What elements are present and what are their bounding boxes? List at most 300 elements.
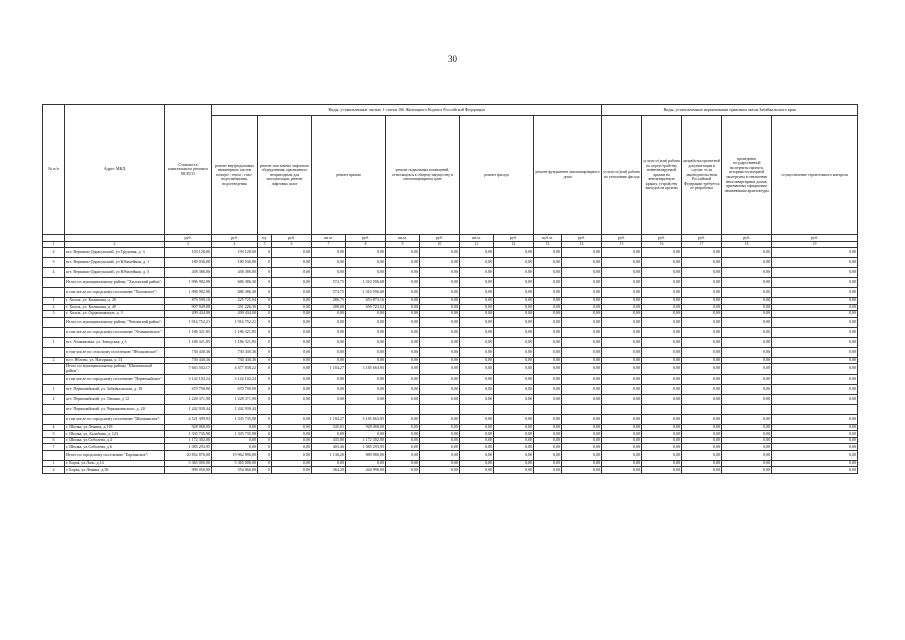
row-value-cell <box>272 404 312 414</box>
row-value-cell: 0,00 <box>722 337 772 347</box>
table-row <box>43 384 858 394</box>
row-value-cell: 0,00 <box>494 450 534 460</box>
row-value-cell: 0,00 <box>602 258 642 268</box>
row-value-cell: 0,00 <box>386 288 420 298</box>
row-address: г. Хилок, ул. Орджоникидзе, д. 3 <box>65 311 165 318</box>
col-basement-header: ремонт подвальных помещений, относящихся к общему имуществу в многоквартирном доме <box>386 116 460 235</box>
row-value-cell: 1 085 293,95 <box>346 444 386 451</box>
row-value-cell: 0 <box>258 248 272 258</box>
row-value-cell: 1 085 293,95 <box>165 444 212 451</box>
row-value-cell: 0,00 <box>682 431 722 438</box>
row-address: г. Хилок, ул. Калинина, д. 49 <box>65 304 165 311</box>
row-value-cell: 5 365 000,00 <box>212 460 258 467</box>
row-value-cell: 286,75 <box>312 298 346 305</box>
row-value-cell: 0,00 <box>682 437 722 444</box>
row-value-cell: 0,00 <box>682 467 722 474</box>
col-lift-header: ремонт или замена лифтового оборудования, признанного непригодным для эксплуатации, ремонт лифтовых шахт <box>258 116 312 235</box>
row-value-cell: 0,00 <box>772 394 858 404</box>
table-row <box>43 337 858 347</box>
row-value-cell: 0,00 <box>460 327 494 337</box>
row-value-cell: 0,00 <box>772 357 858 364</box>
row-number <box>43 374 65 384</box>
row-value-cell: 0,00 <box>602 248 642 258</box>
row-value-cell: 0,00 <box>642 268 682 278</box>
row-value-cell: 0,00 <box>534 327 562 337</box>
row-value-cell: 0,00 <box>420 327 460 337</box>
unit-cell: кв.м. <box>460 235 494 242</box>
row-value-cell: 0,00 <box>460 298 494 305</box>
row-address: Итого по муниципальному району "Хилокский район": <box>65 278 165 288</box>
table-row <box>43 450 858 460</box>
row-value-cell: 0,00 <box>534 374 562 384</box>
row-value-cell: 0 <box>258 347 272 357</box>
row-value-cell: 0,00 <box>772 424 858 431</box>
row-value-cell: 0,00 <box>386 467 420 474</box>
row-value-cell: 5 365 000,00 <box>165 460 212 467</box>
row-value-cell: 1 172 302,00 <box>165 437 212 444</box>
row-value-cell: 0,00 <box>772 311 858 318</box>
row-value-cell: 0,00 <box>420 278 460 288</box>
row-value-cell: 0,00 <box>386 327 420 337</box>
row-value-cell: 0 <box>258 467 272 474</box>
row-value-cell: 0,00 <box>602 460 642 467</box>
row-value-cell: 0,00 <box>562 357 602 364</box>
row-value-cell: 0,00 <box>772 467 858 474</box>
row-value-cell: 0,00 <box>272 327 312 337</box>
row-value-cell: 0,00 <box>602 424 642 431</box>
row-value-cell <box>772 404 858 414</box>
row-value-cell: 1 310 596,68 <box>346 278 386 288</box>
unit-cell: руб. <box>642 235 682 242</box>
row-value-cell: 0,00 <box>386 258 420 268</box>
row-value-cell: 0,00 <box>642 258 682 268</box>
row-value-cell: 0,00 <box>722 357 772 364</box>
row-value-cell: 730 430,36 <box>165 357 212 364</box>
unit-cell: руб. <box>212 235 258 242</box>
row-value-cell: 3 185 663,95 <box>346 364 386 375</box>
table-row <box>43 374 858 384</box>
row-value-cell: 0 <box>258 394 272 404</box>
row-value-cell: 0,00 <box>460 460 494 467</box>
row-value-cell: 0,00 <box>420 384 460 394</box>
row-value-cell: 0,00 <box>772 444 858 451</box>
table-row <box>43 404 858 414</box>
row-value-cell: 193 128,00 <box>165 248 212 258</box>
row-value-cell: 0,00 <box>642 374 682 384</box>
row-value-cell: 0,00 <box>682 304 722 311</box>
table-row <box>43 258 858 268</box>
row-value-cell: 0,00 <box>602 327 642 337</box>
row-value-cell: 0,00 <box>420 364 460 375</box>
col-design-header: разработка проектной документации в случае, если законодательством Российской Федерации требуется ее разработка <box>682 116 722 235</box>
row-value-cell: 0,00 <box>682 347 722 357</box>
column-index-cell: 2 <box>65 242 165 248</box>
table-row <box>43 278 858 288</box>
units-blank <box>65 235 165 242</box>
row-value-cell: 0,00 <box>346 337 386 347</box>
row-number: 3 <box>43 258 65 268</box>
row-value-cell: 0,00 <box>772 460 858 467</box>
row-value-cell: 0,00 <box>562 311 602 318</box>
row-value-cell: 0,00 <box>312 317 346 327</box>
row-value-cell: 0,00 <box>494 384 534 394</box>
repair-cost-table-container <box>42 104 857 474</box>
row-value-cell: 0,00 <box>602 374 642 384</box>
row-value-cell <box>722 404 772 414</box>
row-value-cell: 670 790,90 <box>165 384 212 394</box>
row-value-cell: 0,00 <box>772 268 858 278</box>
row-value-cell: 0,00 <box>682 278 722 288</box>
row-value-cell: 0,00 <box>772 450 858 460</box>
row-number: 3 <box>43 311 65 318</box>
row-value-cell: 0 <box>258 450 272 460</box>
row-value-cell: 0,00 <box>682 384 722 394</box>
row-value-cell: 0,00 <box>272 258 312 268</box>
row-value-cell: 0,00 <box>346 311 386 318</box>
row-number <box>43 364 65 375</box>
row-address: Итого по муниципальному району "Читинский район": <box>65 317 165 327</box>
row-value-cell: 0 <box>258 288 272 298</box>
row-value-cell: 0,00 <box>534 384 562 394</box>
row-value-cell: 0,00 <box>272 450 312 460</box>
row-value-cell: 0 <box>258 431 272 438</box>
row-value-cell: 3 185 663,95 <box>346 414 386 424</box>
row-value-cell: 0,00 <box>494 298 534 305</box>
row-value-cell <box>420 404 460 414</box>
row-value-cell: 251 226,36 <box>212 304 258 311</box>
row-value-cell: 0,00 <box>272 311 312 318</box>
col-control-header: осуществление строительного контроля <box>772 116 858 235</box>
row-value-cell: 0,00 <box>562 364 602 375</box>
row-value-cell: 0,00 <box>642 298 682 305</box>
row-value-cell: 0,00 <box>722 311 772 318</box>
row-number <box>43 317 65 327</box>
row-value-cell: 0,00 <box>494 268 534 278</box>
row-value-cell <box>602 404 642 414</box>
col-facade-header: ремонт фасада <box>460 116 534 235</box>
row-value-cell: 0 <box>258 414 272 424</box>
row-value-cell: 1 186 321,85 <box>212 337 258 347</box>
row-value-cell: 0,00 <box>386 460 420 467</box>
row-value-cell: 0,00 <box>722 327 772 337</box>
row-value-cell: 0,00 <box>272 248 312 258</box>
row-value-cell: 1 996 982,98 <box>165 288 212 298</box>
row-number: 7 <box>43 444 65 451</box>
row-value-cell: 0,00 <box>602 337 642 347</box>
row-value-cell: 1 172 302,00 <box>346 437 386 444</box>
row-value-cell: 0,00 <box>642 327 682 337</box>
row-value-cell: 0,00 <box>272 337 312 347</box>
row-value-cell: 0,00 <box>642 384 682 394</box>
row-value-cell: 0,00 <box>534 317 562 327</box>
row-value-cell: 0,00 <box>420 304 460 311</box>
column-index-cell: 18 <box>722 242 772 248</box>
column-index-cell: 13 <box>534 242 562 248</box>
row-value-cell: 0,00 <box>562 337 602 347</box>
row-value-cell: 0,00 <box>386 298 420 305</box>
unit-cell: кв.м. <box>312 235 346 242</box>
row-value-cell: 0,00 <box>312 268 346 278</box>
row-value-cell: 0,00 <box>420 460 460 467</box>
row-value-cell: 0,00 <box>602 268 642 278</box>
row-value-cell: 0,00 <box>312 431 346 438</box>
row-value-cell: 0,00 <box>562 450 602 460</box>
row-value-cell: 0,00 <box>722 394 772 404</box>
row-value-cell: 0,00 <box>772 278 858 288</box>
row-value-cell: 225 725,94 <box>212 298 258 305</box>
row-value-cell: 0,00 <box>420 450 460 460</box>
row-number <box>43 404 65 414</box>
row-number: 2 <box>43 467 65 474</box>
row-value-cell: 0,00 <box>312 394 346 404</box>
row-value-cell: 0,00 <box>602 394 642 404</box>
row-value-cell: 209 434,00 <box>165 311 212 318</box>
row-value-cell <box>494 404 534 414</box>
row-value-cell: 0,00 <box>420 268 460 278</box>
row-value-cell: 0,00 <box>272 467 312 474</box>
row-value-cell: 0,00 <box>494 327 534 337</box>
row-value-cell <box>642 404 682 414</box>
row-value-cell: 0,00 <box>534 288 562 298</box>
row-value-cell: 1 228 371,90 <box>212 394 258 404</box>
row-address: г. Хилок, ул. Калинина, д. 26 <box>65 298 165 305</box>
row-value-cell: 0,00 <box>562 258 602 268</box>
regional-group-header: Виды, установленные нормативным правовым актом Забайкальского края <box>602 105 858 116</box>
table-row <box>43 327 858 337</box>
row-value-cell: 0,00 <box>602 467 642 474</box>
row-value-cell: 0,00 <box>602 347 642 357</box>
row-value-cell: 0,00 <box>534 304 562 311</box>
row-value-cell: 0,00 <box>346 460 386 467</box>
row-value-cell: 0,00 <box>420 288 460 298</box>
row-value-cell: 0,00 <box>562 347 602 357</box>
row-value-cell: 0,00 <box>602 288 642 298</box>
row-address: г. Шилка, ул.Ленина, д.118 <box>65 424 165 431</box>
column-index-cell: 9 <box>386 242 420 248</box>
column-index-cell: 1 <box>43 242 65 248</box>
row-value-cell: 0,00 <box>494 467 534 474</box>
row-value-cell: 0,00 <box>642 357 682 364</box>
row-value-cell: 0 <box>258 258 272 268</box>
row-value-cell: 0,00 <box>562 414 602 424</box>
row-value-cell: 0 <box>258 364 272 375</box>
row-value-cell: 4 477 838,22 <box>212 364 258 375</box>
row-address: пгт. Вершино-Дарасунский, ул Трудовая, д. 3 <box>65 248 165 258</box>
row-value-cell: 0,00 <box>420 337 460 347</box>
row-value-cell: 686 386,30 <box>212 278 258 288</box>
row-value-cell: 0,00 <box>386 364 420 375</box>
row-value-cell: 0,00 <box>312 337 346 347</box>
row-value-cell: 0,00 <box>722 248 772 258</box>
row-value-cell: 0,00 <box>534 258 562 268</box>
row-value-cell: 0 <box>258 337 272 347</box>
row-value-cell: 0,00 <box>386 374 420 384</box>
row-value-cell: 0,00 <box>494 278 534 288</box>
row-value-cell: 0,00 <box>562 248 602 258</box>
row-value-cell: 20 852 876,00 <box>165 450 212 460</box>
row-value-cell: 0,00 <box>312 460 346 467</box>
row-value-cell: 0,00 <box>682 317 722 327</box>
row-value-cell <box>312 404 346 414</box>
row-value-cell: 364,20 <box>312 467 346 474</box>
unit-cell: куб.м. <box>534 235 562 242</box>
row-value-cell: 1 228 371,90 <box>165 394 212 404</box>
row-value-cell: 999 050,00 <box>165 467 212 474</box>
row-value-cell: 0,00 <box>386 414 420 424</box>
row-value-cell: 0,00 <box>534 444 562 451</box>
row-value-cell: 0,00 <box>346 248 386 258</box>
row-value-cell: 0,00 <box>460 431 494 438</box>
row-address: пгт. Вершино-Дарасунский, ул Юбилейная, д. 1 <box>65 258 165 268</box>
row-address: пгт. Первомайский, ул. Забайкальская, д. 18 <box>65 384 165 394</box>
row-value-cell: 0,00 <box>386 357 420 364</box>
row-value-cell: 0,00 <box>534 437 562 444</box>
row-value-cell: 19 962 896,00 <box>212 450 258 460</box>
row-value-cell: 0,00 <box>212 424 258 431</box>
row-value-cell: 0,00 <box>272 304 312 311</box>
row-value-cell: 0,00 <box>420 248 460 258</box>
row-number: 6 <box>43 437 65 444</box>
row-value-cell: 0,00 <box>494 357 534 364</box>
row-value-cell: 0,00 <box>562 268 602 278</box>
row-value-cell: 0,00 <box>534 414 562 424</box>
row-value-cell: 0,00 <box>272 364 312 375</box>
row-value-cell <box>534 404 562 414</box>
row-value-cell: 0,00 <box>386 424 420 431</box>
row-value-cell: 0,00 <box>420 467 460 474</box>
row-address: п/ст. Яблово, ул. Нагорная, д. 13 <box>65 357 165 364</box>
row-value-cell: 0,00 <box>212 444 258 451</box>
row-value-cell: 0,00 <box>494 431 534 438</box>
row-value-cell: 3 142 102,24 <box>212 374 258 384</box>
row-address: г. Борзя, ул.Ленина, д.38 <box>65 467 165 474</box>
row-value-cell: 0,00 <box>494 317 534 327</box>
row-value-cell: 0,00 <box>772 298 858 305</box>
row-value-cell: 0,00 <box>562 298 602 305</box>
row-value-cell: 0,00 <box>494 304 534 311</box>
row-value-cell: 0,00 <box>386 450 420 460</box>
column-index-cell: 16 <box>642 242 682 248</box>
row-value-cell: 0,00 <box>386 317 420 327</box>
row-value-cell: 1 335 735,98 <box>165 431 212 438</box>
row-address: г. Шилка, ул. Балабина, д. 123 <box>65 431 165 438</box>
row-value-cell: 0,00 <box>386 278 420 288</box>
row-value-cell: 458 386,00 <box>165 268 212 278</box>
row-value-cell: 0,00 <box>642 460 682 467</box>
row-value-cell: 7 663 502,17 <box>165 364 212 375</box>
row-value-cell: 3 142 102,24 <box>165 374 212 384</box>
row-value-cell: 0,00 <box>562 278 602 288</box>
unit-cell: ед. <box>258 235 272 242</box>
row-value-cell: 0,00 <box>272 431 312 438</box>
row-value-cell: 0,00 <box>534 298 562 305</box>
row-value-cell: 0,00 <box>272 288 312 298</box>
row-address: пгт. Вершино-Дарасунский, ул Юбилейная, д. 5 <box>65 268 165 278</box>
row-value-cell: 0,00 <box>682 374 722 384</box>
row-value-cell: 0 <box>258 424 272 431</box>
row-value-cell: 0,00 <box>562 431 602 438</box>
row-value-cell: 0 <box>258 304 272 311</box>
row-value-cell: 0,00 <box>312 311 346 318</box>
row-value-cell: 0,00 <box>642 317 682 327</box>
row-value-cell: 0,00 <box>642 444 682 451</box>
row-value-cell: 0,00 <box>722 467 772 474</box>
row-value-cell: 0,00 <box>682 357 722 364</box>
row-address: в том числе по городскому поселению "Шилкинское": <box>65 414 165 424</box>
row-value-cell: 889 980,00 <box>346 450 386 460</box>
col-num-header: № п/п <box>43 105 65 235</box>
row-value-cell: 0 <box>258 357 272 364</box>
row-value-cell: 0,00 <box>346 357 386 364</box>
column-index-cell: 11 <box>460 242 494 248</box>
row-value-cell: 0,00 <box>312 327 346 337</box>
row-value-cell: 0,00 <box>346 327 386 337</box>
row-value-cell: 0,00 <box>460 311 494 318</box>
row-value-cell: 0,00 <box>312 248 346 258</box>
row-value-cell: 0,00 <box>460 357 494 364</box>
row-value-cell: 0,00 <box>722 304 772 311</box>
row-value-cell: 0,00 <box>722 414 772 424</box>
row-number <box>43 278 65 288</box>
table-row <box>43 248 858 258</box>
column-index-cell: 19 <box>772 242 858 248</box>
row-value-cell: 0,00 <box>272 268 312 278</box>
row-value-cell: 0,00 <box>722 450 772 460</box>
row-value-cell: 0,00 <box>772 258 858 268</box>
row-value-cell <box>258 404 272 414</box>
row-value-cell: 0,00 <box>772 384 858 394</box>
table-row <box>43 317 858 327</box>
row-value-cell: 0,00 <box>772 327 858 337</box>
row-value-cell: 0,00 <box>272 444 312 451</box>
row-value-cell: 180 036,00 <box>212 258 258 268</box>
table-row <box>43 288 858 298</box>
row-value-cell: 0,00 <box>602 357 642 364</box>
row-value-cell: 0,00 <box>642 288 682 298</box>
unit-cell: руб. <box>420 235 460 242</box>
row-value-cell: 0,00 <box>602 384 642 394</box>
table-body <box>43 248 858 474</box>
row-value-cell <box>562 404 602 414</box>
row-value-cell: 0,00 <box>722 431 772 438</box>
row-value-cell: 0,00 <box>494 374 534 384</box>
row-value-cell: 0,00 <box>312 384 346 394</box>
row-value-cell: 0,00 <box>460 374 494 384</box>
unit-cell: руб. <box>772 235 858 242</box>
column-index-cell: 15 <box>602 242 642 248</box>
row-value-cell: 1 186 321,85 <box>165 337 212 347</box>
row-value-cell: 0,00 <box>420 347 460 357</box>
row-value-cell: 0,00 <box>272 347 312 357</box>
row-value-cell: 0,00 <box>602 450 642 460</box>
row-value-cell: 0,00 <box>272 384 312 394</box>
row-value-cell: 0,00 <box>494 248 534 258</box>
row-value-cell: 1 242 939,44 <box>165 404 212 414</box>
row-value-cell: 0,00 <box>772 437 858 444</box>
row-value-cell: 0,00 <box>494 460 534 467</box>
row-value-cell: 0,00 <box>420 298 460 305</box>
row-value-cell: 0,00 <box>682 288 722 298</box>
row-value-cell: 0,00 <box>346 317 386 327</box>
row-value-cell: 0 <box>258 278 272 288</box>
row-value-cell: 0,00 <box>602 431 642 438</box>
row-value-cell: 0,00 <box>494 394 534 404</box>
row-value-cell: 0,00 <box>642 437 682 444</box>
row-value-cell: 0,00 <box>386 268 420 278</box>
row-value-cell: 0,00 <box>460 278 494 288</box>
row-value-cell: 0,00 <box>602 317 642 327</box>
row-value-cell: 0,00 <box>772 337 858 347</box>
